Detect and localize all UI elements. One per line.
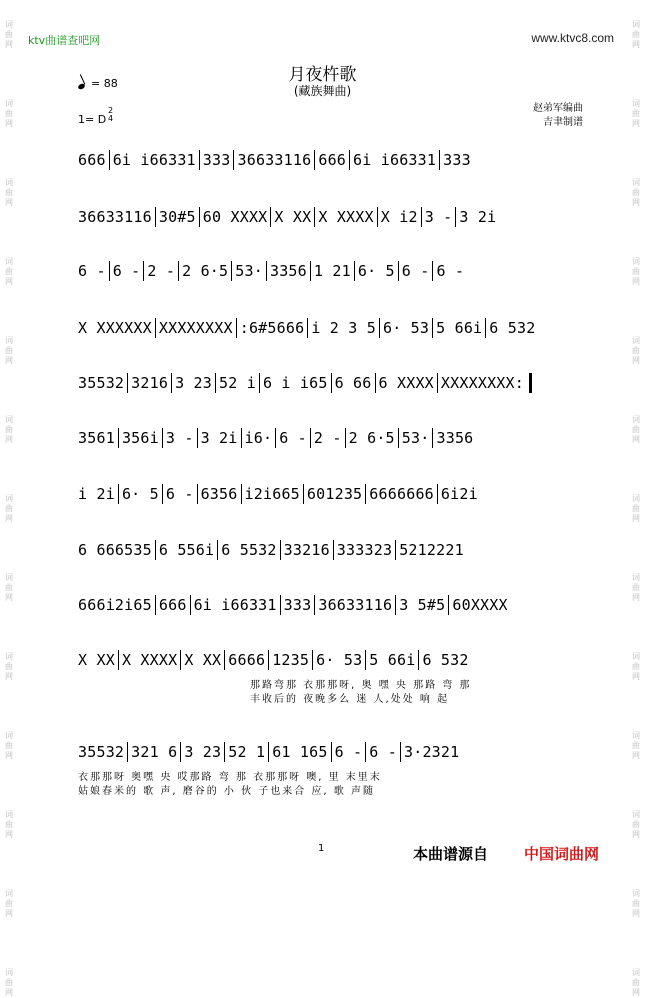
- watermark-glyph: 词 曲 网: [5, 889, 13, 918]
- measure: 35532: [78, 743, 125, 761]
- score-row: [78, 540, 568, 562]
- measure: XXXXXXXX: [155, 318, 236, 338]
- measure: i6·: [241, 428, 276, 448]
- measure: 6 -: [275, 428, 310, 448]
- score-row: [78, 207, 568, 229]
- watermark-glyph: 词 曲 网: [632, 178, 640, 207]
- time-signature: [108, 107, 113, 123]
- source-label: 本曲谱源自: [413, 845, 489, 863]
- tempo-marking: [78, 77, 118, 90]
- watermark-glyph: 词 曲 网: [632, 20, 640, 49]
- measure: X XXXXXX: [78, 319, 152, 337]
- measure: 36633116: [314, 595, 395, 615]
- measure: 6666: [224, 650, 268, 670]
- measure: 6 -: [109, 261, 144, 281]
- measure: 30#5: [155, 207, 199, 227]
- measure: 53·: [398, 428, 433, 448]
- watermark-glyph: 词 曲 网: [632, 652, 640, 681]
- score-row: [78, 742, 568, 764]
- measure: 666: [314, 150, 349, 170]
- measure: 6 -: [162, 484, 197, 504]
- site-name-left[interactable]: ktv曲谱查吧网: [28, 34, 101, 47]
- measure: 333: [199, 150, 234, 170]
- meter-top: 2: [108, 106, 114, 115]
- measure: X XX: [78, 651, 115, 669]
- measure: 6 i i65: [259, 373, 331, 393]
- measure: 52 i: [215, 373, 259, 393]
- watermark-glyph: 词 曲 网: [5, 968, 13, 997]
- watermark-glyph: 词 曲 网: [5, 336, 13, 365]
- watermark-glyph: 词 曲 网: [632, 731, 640, 760]
- measure: 6i i66331: [109, 150, 199, 170]
- watermark-glyph: 词 曲 网: [5, 731, 13, 760]
- measure: 3 5#5: [395, 595, 448, 615]
- measure: 52 1: [224, 742, 268, 762]
- measure: 35532: [78, 374, 125, 392]
- measure: 6356: [197, 484, 241, 504]
- measure: i 2 3 5: [307, 318, 379, 338]
- measure: 6 -: [78, 262, 106, 280]
- measure: 3·2321: [400, 742, 462, 762]
- score-row: [78, 484, 568, 506]
- lyric-line-2: 丰收后的 夜晚多么 迷 人,处处 响 起: [250, 694, 450, 705]
- measure: 2 -: [310, 428, 345, 448]
- measure: 53·: [231, 261, 266, 281]
- measure: 6 532: [418, 650, 471, 670]
- measure: 666: [155, 595, 190, 615]
- measure: 5 66i: [432, 318, 485, 338]
- watermark-glyph: 词 曲 网: [5, 99, 13, 128]
- measure: 3356: [432, 428, 476, 448]
- song-subtitle: (藏族舞曲): [293, 84, 352, 98]
- measure: 6 666535: [78, 541, 152, 559]
- brand-link[interactable]: 中国词曲网: [524, 845, 600, 863]
- score-row: [78, 595, 568, 617]
- watermark-glyph: 词 曲 网: [5, 573, 13, 602]
- watermark-glyph: 词 曲 网: [632, 573, 640, 602]
- measure: 6 -: [398, 261, 433, 281]
- score-row: [78, 318, 568, 340]
- measure: 333323: [333, 540, 395, 560]
- measure: 6 XXXX: [375, 373, 437, 393]
- measure: 3 -: [421, 207, 456, 227]
- measure: 3216: [127, 373, 171, 393]
- score-row: [78, 373, 568, 395]
- score-row: [78, 150, 568, 172]
- measure: 3 23: [180, 742, 224, 762]
- measure: 3356: [266, 261, 310, 281]
- meter-bottom: 4: [108, 114, 114, 123]
- watermark-glyph: 词 曲 网: [5, 178, 13, 207]
- tempo-value: = 88: [91, 77, 118, 90]
- watermark-glyph: 词 曲 网: [632, 968, 640, 997]
- measure: 601235: [303, 484, 365, 504]
- measure: 6 532: [485, 318, 538, 338]
- transcriber-credit: 吉聿制谱: [543, 117, 583, 128]
- measure: 61 165: [268, 742, 330, 762]
- measure: :6#5666: [236, 318, 308, 338]
- measure: 2 -: [143, 261, 178, 281]
- watermark-glyph: 词 曲 网: [632, 415, 640, 444]
- measure: 6 -: [331, 742, 366, 762]
- measure: 2 6·5: [178, 261, 231, 281]
- measure: 6 556i: [155, 540, 217, 560]
- measure: 3 -: [162, 428, 197, 448]
- song-title: 月夜杵歌: [288, 65, 357, 85]
- watermark-glyph: 词 曲 网: [632, 99, 640, 128]
- measure: 60XXXX: [448, 595, 510, 615]
- measure: 6· 5: [118, 484, 162, 504]
- lyric-line-4: 姑娘春米的 歌 声, 磨谷的 小 伙 子也来合 应, 歌 声随: [78, 786, 375, 797]
- measure: i2i665: [241, 484, 303, 504]
- measure: 6666666: [365, 484, 437, 504]
- measure: 6· 5: [354, 261, 398, 281]
- measure: 6 -: [432, 261, 467, 281]
- lyric-line-3: 衣那那呀 奥嘿 央 哎那路 弯 那 衣那那呀 噢, 里 末里末: [78, 772, 382, 783]
- measure: 6 5532: [217, 540, 279, 560]
- measure: 3 23: [171, 373, 215, 393]
- measure: 5 66i: [365, 650, 418, 670]
- site-url-right[interactable]: www.ktvc8.com: [531, 31, 614, 45]
- measure: 3 2i: [197, 428, 241, 448]
- measure: 36633116: [78, 208, 152, 226]
- measure: 666i2i65: [78, 596, 152, 614]
- watermark-right: [629, 20, 643, 998]
- watermark-glyph: 词 曲 网: [632, 889, 640, 918]
- measure: 6 -: [365, 742, 400, 762]
- lyric-line-1: 那路弯那 衣那那呀, 奥 嘿 央 那路 弯 那: [250, 680, 472, 691]
- measure: X i2: [377, 207, 421, 227]
- repeat-end-barline: [529, 373, 532, 393]
- measure: 333: [439, 150, 474, 170]
- measure: 2 6·5: [345, 428, 398, 448]
- page-number: 1: [318, 843, 325, 854]
- measure: 6i i66331: [349, 150, 439, 170]
- watermark-glyph: 词 曲 网: [5, 415, 13, 444]
- measure: X XXXX: [314, 207, 376, 227]
- measure: X XX: [270, 207, 314, 227]
- measure: 6 66: [331, 373, 375, 393]
- measure: X XXXX: [118, 650, 180, 670]
- measure: X XX: [180, 650, 224, 670]
- quarter-note-icon: [77, 83, 85, 90]
- measure: 33216: [280, 540, 333, 560]
- measure: i 2i: [78, 485, 115, 503]
- watermark-glyph: 词 曲 网: [5, 652, 13, 681]
- score-row: [78, 650, 568, 672]
- measure: 666: [78, 151, 106, 169]
- score-row: [78, 428, 568, 450]
- measure: 6· 53: [312, 650, 365, 670]
- watermark-glyph: 词 曲 网: [632, 336, 640, 365]
- measure: 356i: [118, 428, 162, 448]
- watermark-left: [2, 20, 16, 998]
- watermark-glyph: 词 曲 网: [5, 257, 13, 286]
- watermark-glyph: 词 曲 网: [632, 810, 640, 839]
- measure: 321 6: [127, 742, 180, 762]
- measure: 3 2i: [455, 207, 499, 227]
- measure: 6i i66331: [190, 595, 280, 615]
- arranger-credit: 赵弟军编曲: [533, 103, 583, 114]
- measure: 6· 53: [379, 318, 432, 338]
- watermark-glyph: 词 曲 网: [632, 257, 640, 286]
- measure: 1235: [268, 650, 312, 670]
- measure: 333: [280, 595, 315, 615]
- measure: 60 XXXX: [199, 207, 271, 227]
- measure: 1 21: [310, 261, 354, 281]
- watermark-glyph: 词 曲 网: [5, 810, 13, 839]
- measure: 6i2i: [437, 484, 481, 504]
- watermark-glyph: 词 曲 网: [5, 20, 13, 49]
- measure: 3561: [78, 429, 115, 447]
- measure: XXXXXXXX:: [437, 373, 527, 393]
- watermark-glyph: 词 曲 网: [632, 494, 640, 523]
- measure: 36633116: [233, 150, 314, 170]
- watermark-glyph: 词 曲 网: [5, 494, 13, 523]
- measure: 5212221: [395, 540, 467, 560]
- score-row: [78, 261, 568, 283]
- key-signature: 1= D: [78, 113, 107, 126]
